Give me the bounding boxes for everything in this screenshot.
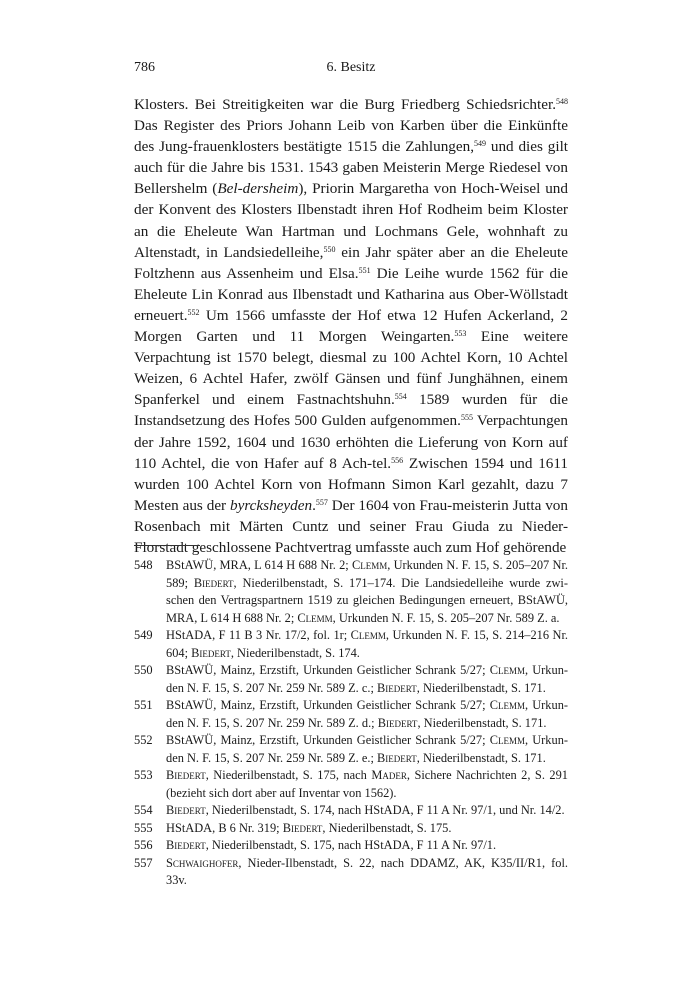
footnote-text: , Niederilbenstadt, S. 175, nach: [205, 768, 372, 782]
footnote-text: BStAWÜ, Mainz, Erzstift, Urkunden Geistlicher Schrank 5/27;: [166, 698, 490, 712]
footnote-number: 554: [134, 803, 153, 817]
footnote-number: 549: [134, 628, 153, 642]
footnotes: [134, 557, 568, 890]
author-name: Clemm: [489, 733, 525, 747]
footnote-548: [134, 557, 568, 627]
footnote-ref-550[interactable]: 550: [323, 244, 336, 254]
footnote-ref-556[interactable]: 556: [391, 455, 404, 465]
author-name: Clemm: [489, 663, 525, 677]
author-name: Biedert: [377, 680, 417, 695]
footnote-text: , Niederilbenstadt, S. 175, nach HStADA, F 11 A Nr. 97/1.: [205, 838, 497, 852]
footnote-text: , Niederilbenstadt, S. 171.: [417, 715, 547, 730]
footnote-ref-548[interactable]: 548: [556, 97, 568, 106]
footnote-552: [134, 732, 568, 767]
footnote-text: , Niederilbenstadt, S. 174.: [230, 645, 360, 660]
footnote-text: BStAWÜ, Mainz, Erzstift, Urkunden Geistlicher Schrank 5/27;: [166, 663, 490, 677]
footnote-number: 557: [134, 855, 153, 870]
running-head: 6. Besitz: [326, 60, 376, 75]
footnote-number: 552: [134, 733, 153, 747]
footnote-549: [134, 627, 568, 662]
footnote-text: , Niederilbenstadt, S. 171–174. Die Landsiedelleihe wurde zwi-schen den Vertragspartnern 1519 zu gleichen Bedingungen erneuert, BStAWÜ, MRA, L 614 H 688 Nr. 2;: [166, 575, 568, 625]
author-name: Biedert: [166, 803, 206, 817]
footnote-550: [134, 662, 568, 697]
body-paragraph: Klosters. Bei Streitigkeiten war die Burg Friedberg Schiedsrichter.$^{548}$ Das Register des Priors Johann Leib von Karben über die Einkünfte des Jung-frauenklosters bestätigte 1515 die Zahlungen,$^{549}$ und dies gilt auch für die Jahre bis 1531. 1543 gaben Meisterin Merge Riedesel von Bellershelm (Bel-dersheim), Priorin Margaretha von Hoch-Weisel und der Konvent des Klosters Ilbenstadt ihren Hof Rodheim beim Kloster an die Eheleute Wan Hartman und Lochmans Gele, wohnhaft zu Altenstadt, in Landsiedelleihe,$^{550}$ ein Jahr später aber an die Eheleute Foltzhenn aus Assenheim und Elsa.$^{551}$ Die Leihe wurde 1562 für die Eheleute Lin Konrad aus Ilbenstadt und Katharina aus Ober-Wöllstadt erneuert.$^{552}$ Um 1566 umfasste der Hof etwa 12 Hufen Ackerland, 2 Morgen Garten und 11 Morgen Weingarten.$^{553}$ Eine weitere Verpachtung ist 1570 belegt, diesmal zu 100 Achtel Korn, 10 Achtel Weizen, 6 Achtel Hafer, zwölf Gänsen und fünf Junghähnen, einem Spanferkel und einem Fastnachtshuhn.$^{554}$ 1589 wurden für die Instandsetzung des Hofes 500 Gulden aufgenommen.$^{555}$ Verpachtungen der Jahre 1592, 1604 und 1630 erhöhten die Lieferung von Korn auf 110 Achtel, die von Hafer auf 8 Ach-tel.$^{556}$ Zwischen 1594 und 1611 wurden 100 Achtel Korn von Hofmann Simon Karl gezahlt, dazu 7 Mesten aus der byrcksheyden.$^{557}$ Der 1604 von Frau-meisterin Jutta von Rosenbach mit Märten Cuntz und seiner Frau Giuda zu Nieder-Florstadt geschlossene Pachtvertrag umfasste auch zum Hof gehörende: [134, 96, 569, 556]
footnote-number: 548: [134, 558, 153, 572]
footnote-554: [134, 802, 568, 820]
page-number: 786: [134, 60, 155, 75]
author-name: Biedert: [166, 838, 206, 852]
footnote-text: , Niederilbenstadt, S. 171.: [416, 750, 546, 765]
footnote-ref-557[interactable]: 557: [315, 497, 328, 507]
footnote-ref-552[interactable]: 552: [187, 307, 200, 317]
footnote-ref-551[interactable]: 551: [358, 265, 371, 275]
footnote-556: [134, 837, 568, 855]
footnote-ref-553[interactable]: 553: [454, 329, 467, 339]
author-name: Mader: [371, 768, 407, 782]
footnote-ref-555[interactable]: 555: [460, 413, 473, 423]
footnote-557: [134, 855, 568, 890]
author-name: Biedert: [191, 645, 231, 660]
author-name: Schwaighofer: [166, 855, 239, 870]
author-name: Clemm: [350, 628, 386, 642]
footnote-number: 551: [134, 698, 153, 712]
author-name: Clemm: [489, 698, 525, 712]
author-name: Biedert: [377, 715, 418, 730]
footnote-text: , Urkunden N. F. 15, S. 205–207 Nr. 589;: [166, 558, 568, 590]
author-name: Clemm: [297, 610, 333, 625]
author-name: Biedert: [193, 575, 234, 590]
footnote-number: 556: [134, 838, 153, 852]
footnote-553: [134, 767, 568, 802]
footnote-text: BStAWÜ, Mainz, Erzstift, Urkunden Geistlicher Schrank 5/27;: [166, 733, 490, 747]
footnote-text: , Sichere Nachrichten 2, S. 291 (bezieht sich dort aber auf Inventar von 1562).: [166, 768, 569, 800]
footnote-separator: [134, 545, 200, 546]
footnote-ref-554[interactable]: 554: [394, 392, 407, 402]
author-name: Biedert: [282, 820, 323, 835]
footnote-text: , Urkun-den N. F. 15, S. 207 Nr. 259 Nr. 589 Z. d.;: [166, 698, 569, 730]
footnote-ref-549[interactable]: 549: [474, 139, 487, 149]
footnote-number: 555: [134, 820, 153, 835]
footnote-text: , Urkunden N. F. 15, S. 205–207 Nr. 589 Z. a.: [332, 610, 560, 625]
footnote-555: [134, 820, 568, 838]
footnote-text: , Niederilbenstadt, S. 174, nach HStADA, F 11 A Nr. 97/1, und Nr. 14/2.: [205, 803, 565, 817]
footnote-text: , Urkun-den N. F. 15, S. 207 Nr. 259 Nr. 589 Z. c.;: [166, 663, 569, 695]
footnote-text: , Urkun-den N. F. 15, S. 207 Nr. 259 Nr. 589 Z. e.;: [166, 733, 569, 765]
footnote-text: , Niederilbenstadt, S. 175.: [322, 820, 452, 835]
author-name: Biedert: [377, 750, 417, 765]
author-name: Biedert: [166, 768, 206, 782]
footnote-text: BStAWÜ, MRA, L 614 H 688 Nr. 2;: [166, 558, 352, 572]
footnote-text: , Nieder-Ilbenstadt, S. 22, nach DDAMZ, AK, K35/II/R1, fol. 33v.: [166, 855, 568, 887]
footnote-number: 550: [134, 663, 153, 677]
footnote-text: , Urkunden N. F. 15, S. 214–216 Nr. 604;: [166, 628, 568, 660]
page-header: [134, 60, 568, 84]
footnote-number: 553: [134, 768, 153, 782]
footnote-text: HStADA, F 11 B 3 Nr. 17/2, fol. 1r;: [166, 628, 351, 642]
footnote-text: , Niederilbenstadt, S. 171.: [416, 680, 546, 695]
footnote-text: HStADA, B 6 Nr. 319;: [166, 820, 283, 835]
footnote-551: [134, 697, 568, 732]
main-text: [134, 94, 568, 558]
author-name: Clemm: [351, 558, 388, 572]
